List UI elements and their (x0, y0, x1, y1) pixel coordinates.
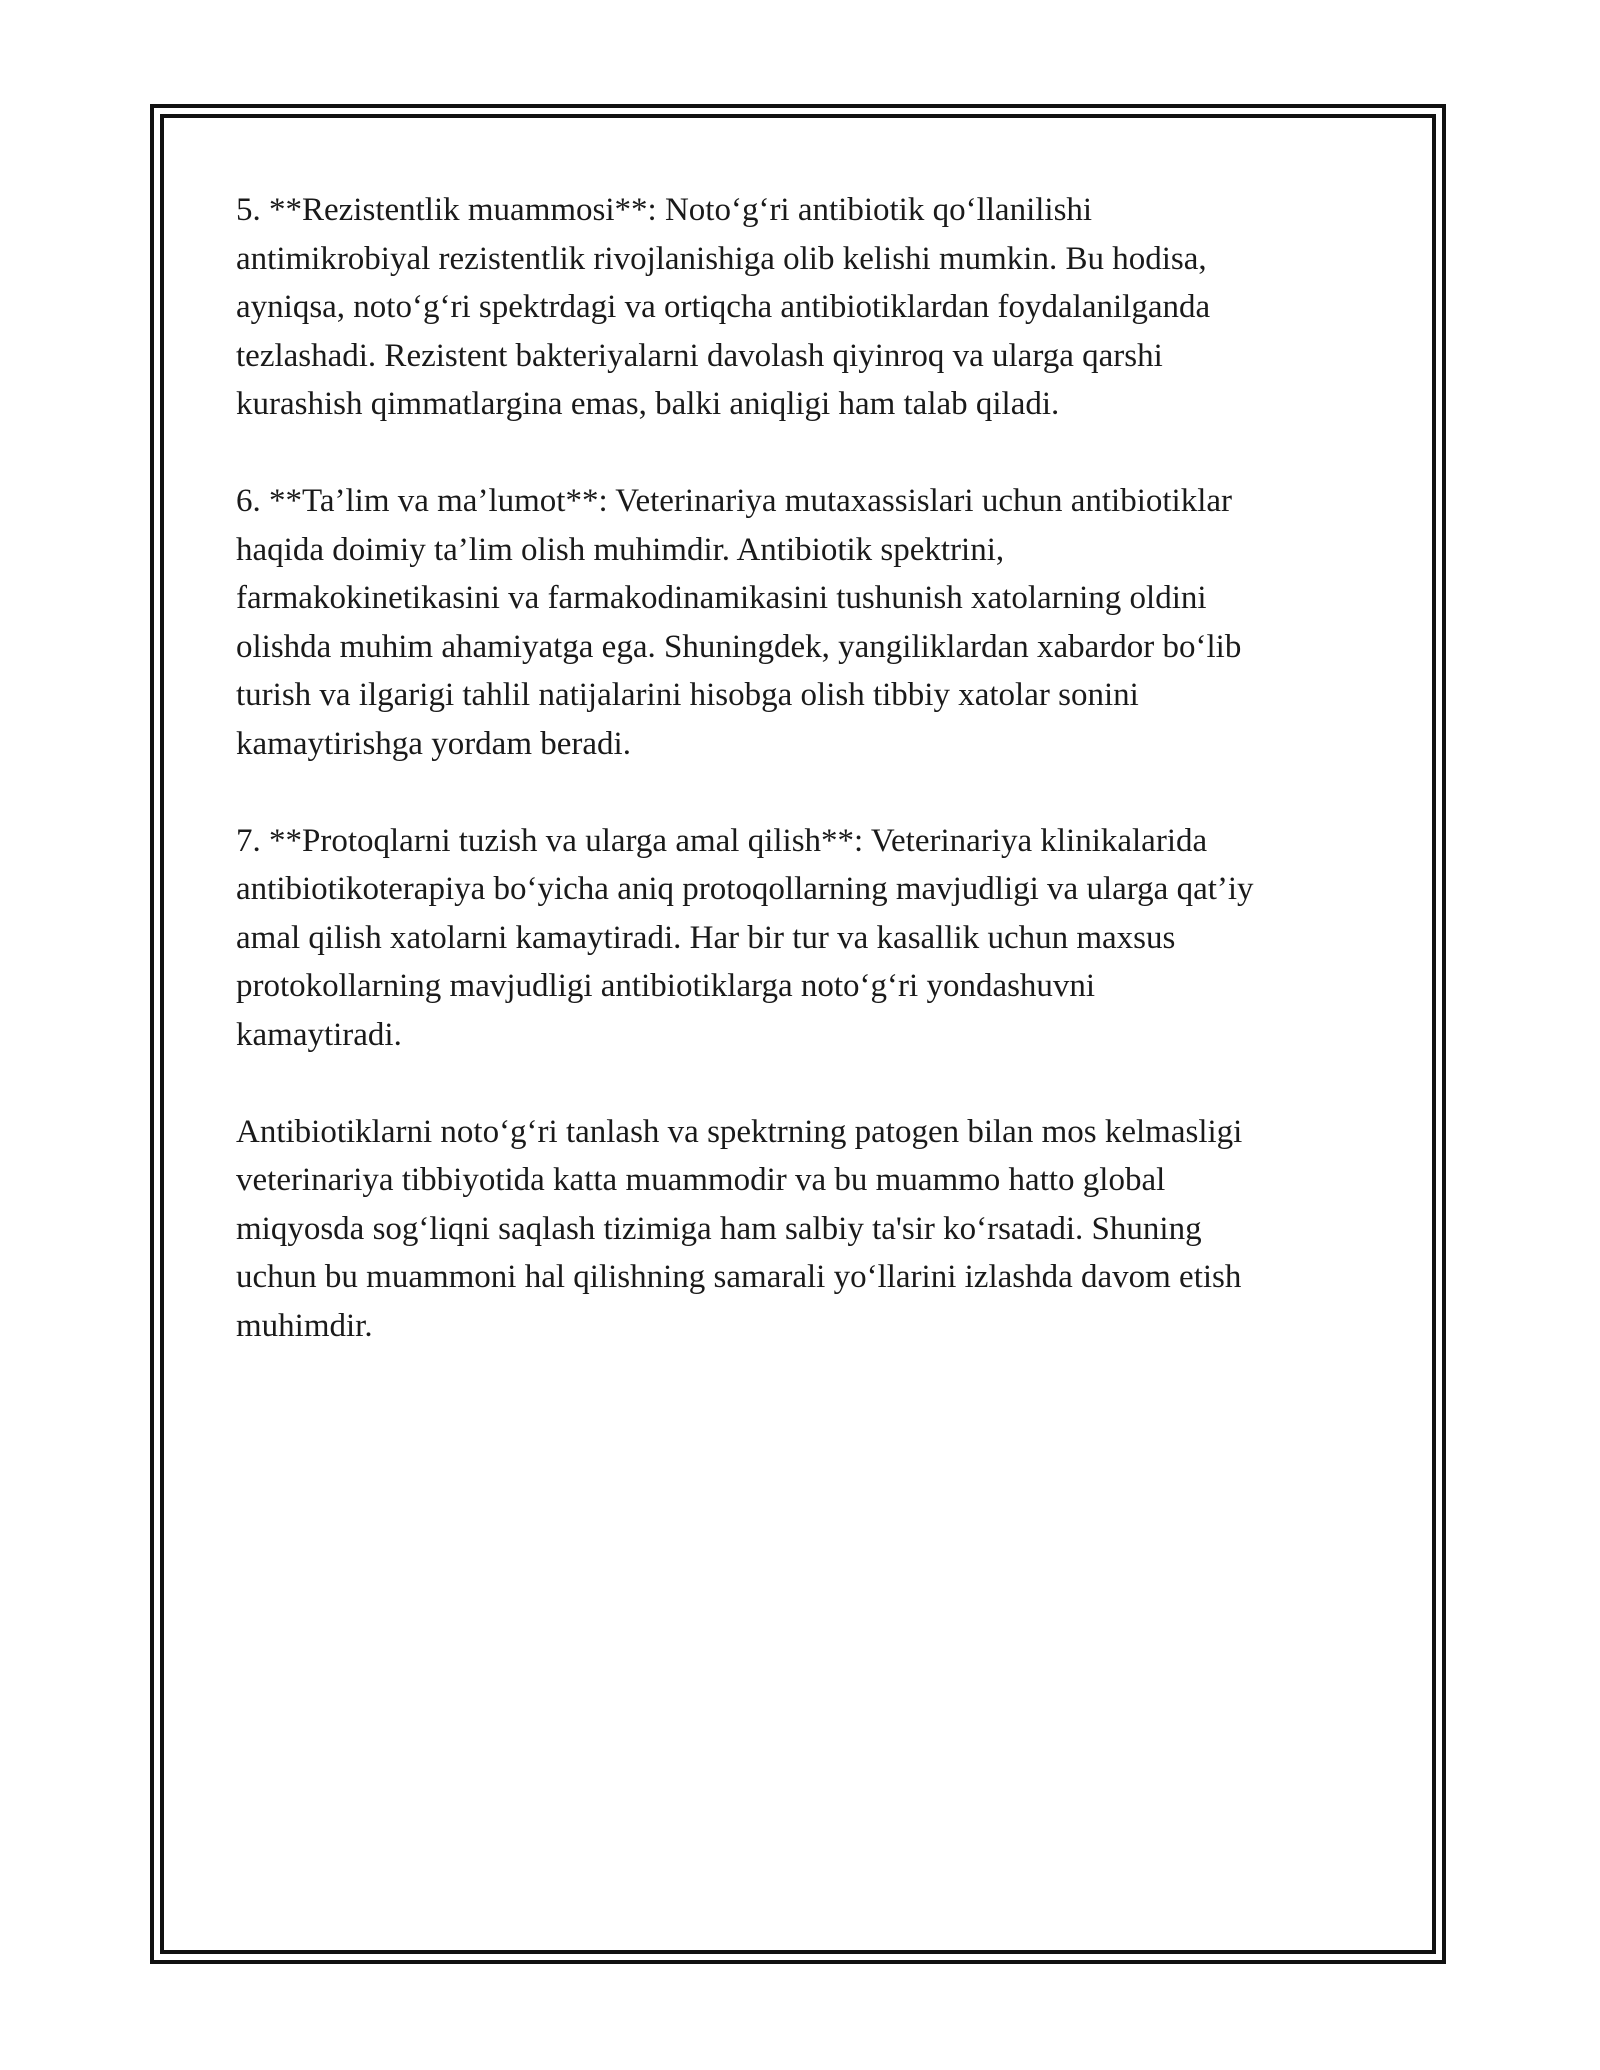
document-body (236, 186, 1376, 1399)
paragraph-item-7: 7. **Protoqlarni tuzish va ularga amal qilish**: Veterinariya klinikalarida antibiotikoterapiya bo‘yicha aniq protoqollarning mavjudligi va ularga qat’iy amal qilish xatolarni kamaytiradi. Har bir tur va kasallik uchun maxsus protokollarning mavjudligi antibiotiklarga noto‘g‘ri yondashuvni kamaytiradi. (236, 822, 1254, 1053)
paragraph-item-6: 6. **Ta’lim va ma’lumot**: Veterinariya mutaxassislari uchun antibiotiklar haqida doimiy ta’lim olish muhimdir. Antibiotik spektrini, farmakokinetikasini va farmakodinamikasini tushunish xatolarning oldini olishda muhim ahamiyatga ega. Shuningdek, yangiliklardan xabardor bo‘lib turish va ilgarigi tahlil natijalarini hisobga olish tibbiy xatolar sonini kamaytirishga yordam beradi. (236, 483, 1242, 762)
paragraph-conclusion: Antibiotiklarni noto‘g‘ri tanlash va spektrning patogen bilan mos kelmasligi veterinariya tibbiyotida katta muammodir va bu muammo hatto global miqyosda sog‘liqni saqlash tizimiga ham salbiy ta'sir ko‘rsatadi. Shuning uchun bu muammoni hal qilishning samarali yo‘llarini izlashda davom etish muhimdir. (236, 1113, 1243, 1344)
paragraph-item-5: 5. **Rezistentlik muammosi**: Noto‘g‘ri antibiotik qo‘llanilishi antimikrobiyal rezistentlik rivojlanishiga olib kelishi mumkin. Bu hodisa, ayniqsa, noto‘g‘ri spektrdagi va ortiqcha antibiotiklardan foydalanilganda tezlashadi. Rezistent bakteriyalarni davolash qiyinroq va ularga qarshi kurashish qimmatlargina emas, balki aniqligi ham talab qiladi. (236, 192, 1211, 422)
